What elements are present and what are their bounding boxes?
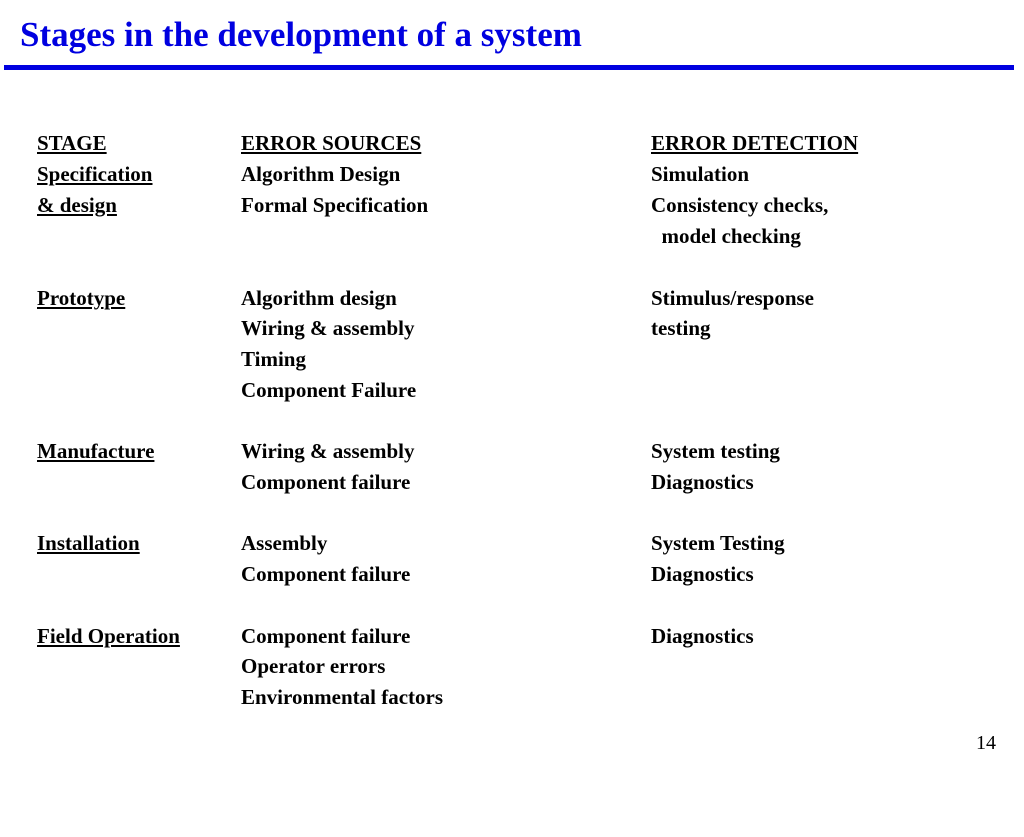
table-header-row: [0, 128, 1024, 159]
table-row: [0, 375, 1024, 406]
error-detection-cell: Diagnostics: [651, 470, 754, 494]
table-row: [0, 682, 1024, 713]
page-number: 14: [976, 732, 996, 754]
table-row: [0, 283, 1024, 314]
table-row: [0, 528, 1024, 559]
table-row: [0, 406, 1024, 437]
header-stage: STAGE: [37, 131, 107, 155]
error-source-cell: Component failure: [241, 562, 411, 586]
error-detection-cell: Stimulus/response: [651, 286, 814, 310]
table-row: [0, 651, 1024, 682]
table-row: [0, 190, 1024, 221]
error-source-cell: Wiring & assembly: [241, 439, 415, 463]
table-row: [0, 498, 1024, 529]
stage-cell: & design: [37, 193, 117, 217]
table-row: [0, 313, 1024, 344]
stage-cell: Specification: [37, 162, 153, 186]
error-source-cell: Formal Specification: [241, 193, 429, 217]
table-row: [0, 621, 1024, 652]
error-detection-cell: System Testing: [651, 531, 785, 555]
slide-title: Stages in the development of a system: [20, 15, 582, 54]
error-source-cell: Component failure: [241, 624, 411, 648]
error-source-cell: Component failure: [241, 470, 411, 494]
error-detection-cell: Diagnostics: [651, 624, 754, 648]
error-source-cell: Component Failure: [241, 378, 417, 402]
stage-cell: Installation: [37, 531, 140, 555]
table-row: [0, 159, 1024, 190]
error-source-cell: Environmental factors: [241, 685, 444, 709]
error-detection-cell: Consistency checks,: [651, 193, 829, 217]
table-row: [0, 590, 1024, 621]
table-row: [0, 467, 1024, 498]
table-row: [0, 559, 1024, 590]
table-row: [0, 436, 1024, 467]
error-detection-cell: System testing: [651, 439, 780, 463]
error-source-cell: Wiring & assembly: [241, 316, 415, 340]
header-error-sources: ERROR SOURCES: [241, 131, 422, 155]
table-row: [0, 252, 1024, 283]
error-source-cell: Assembly: [241, 531, 328, 555]
error-detection-cell: model checking: [651, 224, 801, 248]
error-detection-cell: Simulation: [651, 162, 750, 186]
stage-cell: Prototype: [37, 286, 126, 310]
table-row: [0, 221, 1024, 252]
error-source-cell: Algorithm design: [241, 286, 397, 310]
error-source-cell: Timing: [241, 347, 306, 371]
header-error-detection: ERROR DETECTION: [651, 131, 859, 155]
table-row: [0, 344, 1024, 375]
error-source-cell: Operator errors: [241, 654, 386, 678]
stage-cell: Field Operation: [37, 624, 180, 648]
stage-cell: Manufacture: [37, 439, 155, 463]
error-detection-cell: testing: [651, 316, 711, 340]
error-detection-cell: Diagnostics: [651, 562, 754, 586]
error-source-cell: Algorithm Design: [241, 162, 401, 186]
